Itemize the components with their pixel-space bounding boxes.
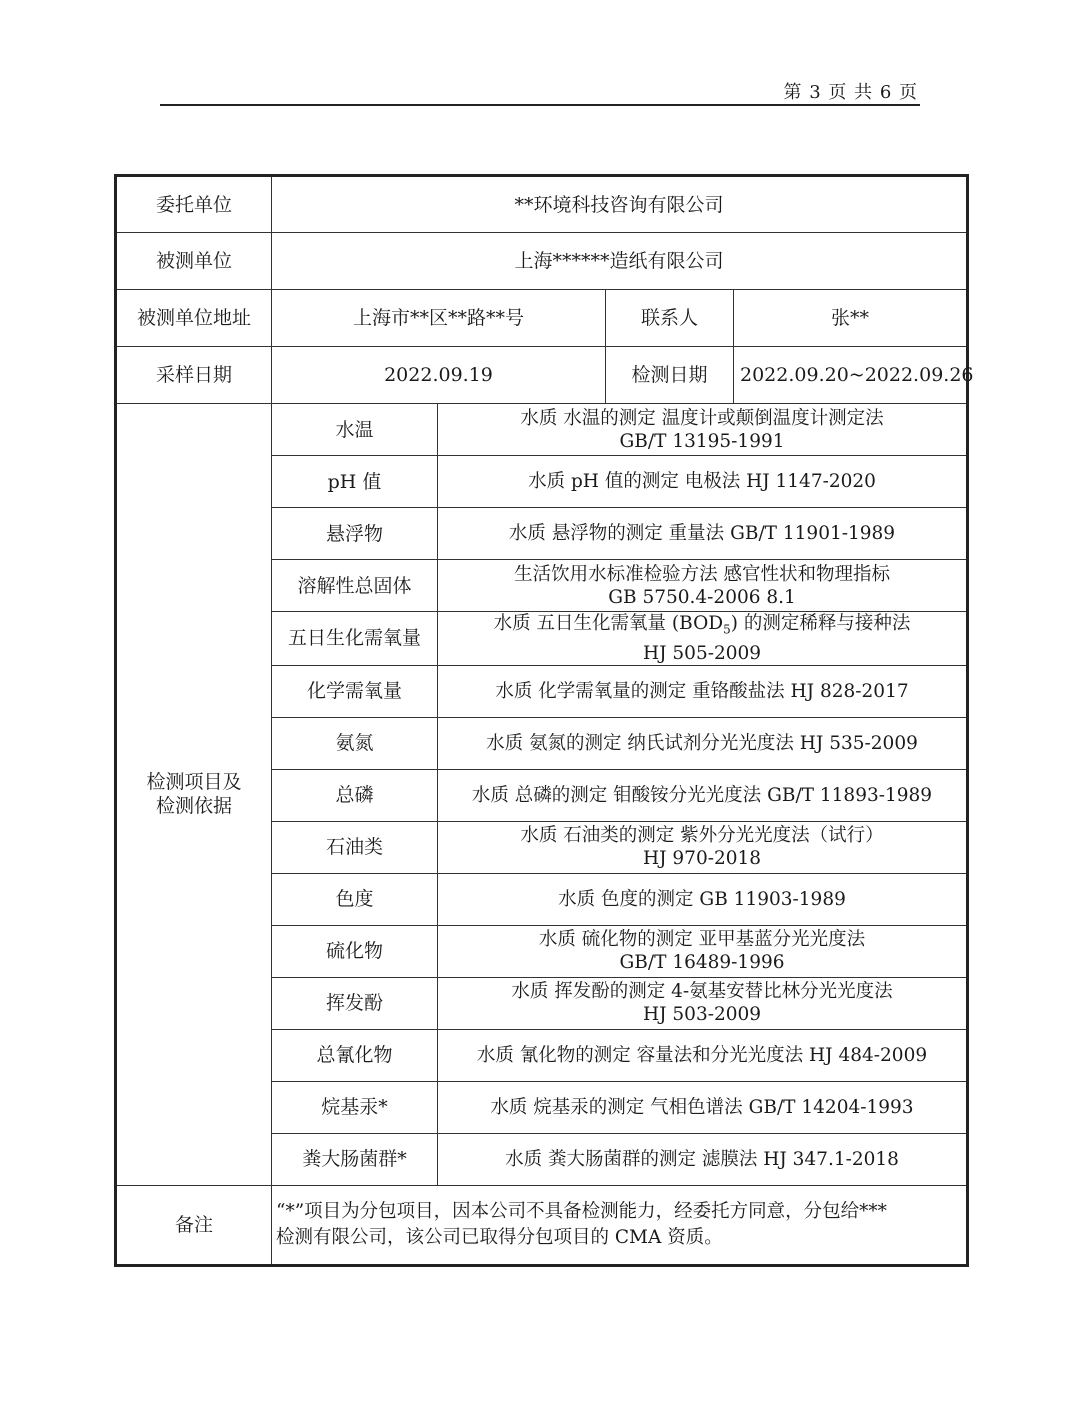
notes-row: [116, 1185, 968, 1265]
client-label: 委托单位: [116, 176, 272, 233]
item-name: 化学需氧量: [272, 665, 438, 717]
item-name: 水温: [272, 404, 438, 456]
tested-unit-row: [116, 233, 968, 290]
sampling-date-value: 2022.09.19: [272, 347, 606, 404]
item-name: 氨氮: [272, 717, 438, 769]
item-basis: [438, 560, 968, 612]
items-section-label-line1: 检测项目及: [146, 771, 242, 794]
sampling-date-label: 采样日期: [116, 347, 272, 404]
item-basis-line2: HJ 970-2018: [642, 848, 762, 870]
item-basis: [438, 404, 968, 456]
client-value: **环境科技咨询有限公司: [272, 176, 968, 233]
item-name: 五日生化需氧量: [272, 612, 438, 666]
notes-line2: 检测有限公司，该公司已取得分包项目的 CMA 资质。: [276, 1226, 723, 1248]
item-basis-line2: GB/T 13195-1991: [619, 430, 785, 452]
item-basis-line1: 水质 烷基汞的测定 气相色谱法 GB/T 14204-1993: [490, 1096, 914, 1118]
item-name: 色度: [272, 873, 438, 925]
item-basis-line1: 生活饮用水标准检验方法 感官性状和物理指标: [514, 563, 890, 585]
item-basis-line1: 水质 化学需氧量的测定 重铬酸盐法 HJ 828-2017: [495, 680, 909, 702]
bod-subscript: 5: [723, 622, 731, 637]
item-basis-line2: GB 5750.4-2006 8.1: [608, 586, 796, 608]
item-basis-line1: 水质 氰化物的测定 容量法和分光光度法 HJ 484-2009: [476, 1044, 928, 1066]
item-basis: [438, 1081, 968, 1133]
item-basis-line1-post: ) 的测定稀释与接种法: [730, 613, 911, 634]
address-label: 被测单位地址: [116, 290, 272, 347]
item-basis: [438, 1029, 968, 1081]
item-basis: [438, 508, 968, 560]
item-row: [116, 404, 968, 456]
item-basis-line1: 水质 氨氮的测定 纳氏试剂分光光度法 HJ 535-2009: [486, 732, 918, 754]
item-name: 总磷: [272, 769, 438, 821]
tested-unit-label: 被测单位: [116, 233, 272, 290]
item-basis: [438, 1133, 968, 1185]
address-row: [116, 290, 968, 347]
item-basis-line2: HJ 505-2009: [642, 642, 762, 664]
item-basis-line1: 水质 石油类的测定 紫外分光光度法（试行）: [520, 825, 884, 847]
item-basis-line1-pre: 水质 五日生化需氧量 (BOD: [493, 613, 724, 634]
item-basis-line2: GB/T 16489-1996: [619, 952, 785, 974]
items-section-label: [116, 404, 272, 1186]
testing-date-value: 2022.09.20~2022.09.26: [734, 347, 968, 404]
items-section-label-line2: 检测依据: [155, 795, 232, 818]
item-name: 石油类: [272, 821, 438, 873]
notes-label: 备注: [116, 1185, 272, 1265]
item-basis: [438, 977, 968, 1029]
item-name: 烷基汞*: [272, 1081, 438, 1133]
item-name: 溶解性总固体: [272, 560, 438, 612]
item-basis-line1: [444, 612, 960, 642]
item-basis-line1: 水质 挥发酚的测定 4-氨基安替比林分光光度法: [511, 981, 893, 1003]
notes-line1: “*”项目为分包项目，因本公司不具备检测能力，经委托方同意，分包给***: [276, 1200, 887, 1222]
date-row: [116, 347, 968, 404]
contact-value: 张**: [734, 290, 968, 347]
item-basis: [438, 769, 968, 821]
item-name: 挥发酚: [272, 977, 438, 1029]
testing-date-label: 检测日期: [606, 347, 734, 404]
item-basis-line1: 水质 pH 值的测定 电极法 HJ 1147-2020: [528, 471, 876, 492]
client-row: [116, 176, 968, 233]
item-basis-line1: 水质 悬浮物的测定 重量法 GB/T 11901-1989: [508, 523, 896, 544]
item-name: pH 值: [272, 456, 438, 508]
item-basis: [438, 456, 968, 508]
item-name: 硫化物: [272, 925, 438, 977]
item-basis-line1: 水质 色度的测定 GB 11903-1989: [558, 888, 846, 910]
contact-label: 联系人: [606, 290, 734, 347]
page-header: [160, 74, 920, 106]
report-table: [114, 174, 974, 1267]
notes-value: [272, 1185, 968, 1265]
tested-unit-value: 上海******造纸有限公司: [272, 233, 968, 290]
item-basis-line2: HJ 503-2009: [642, 1004, 762, 1026]
item-basis: [438, 821, 968, 873]
item-basis: [438, 665, 968, 717]
item-basis-line1: 水质 水温的测定 温度计或颠倒温度计测定法: [520, 407, 884, 429]
page-number: 第 3 页 共 6 页: [783, 82, 918, 103]
item-basis-line1: 水质 粪大肠菌群的测定 滤膜法 HJ 347.1-2018: [505, 1148, 899, 1170]
item-basis: [438, 717, 968, 769]
item-name: 总氰化物: [272, 1029, 438, 1081]
item-basis: [438, 925, 968, 977]
item-basis: [438, 873, 968, 925]
item-name: 粪大肠菌群*: [272, 1133, 438, 1185]
item-basis: [438, 612, 968, 666]
address-value: 上海市**区**路**号: [272, 290, 606, 347]
item-basis-line1: 水质 硫化物的测定 亚甲基蓝分光光度法: [538, 929, 866, 951]
item-basis-line1: 水质 总磷的测定 钼酸铵分光光度法 GB/T 11893-1989: [471, 784, 933, 806]
item-name: 悬浮物: [272, 508, 438, 560]
